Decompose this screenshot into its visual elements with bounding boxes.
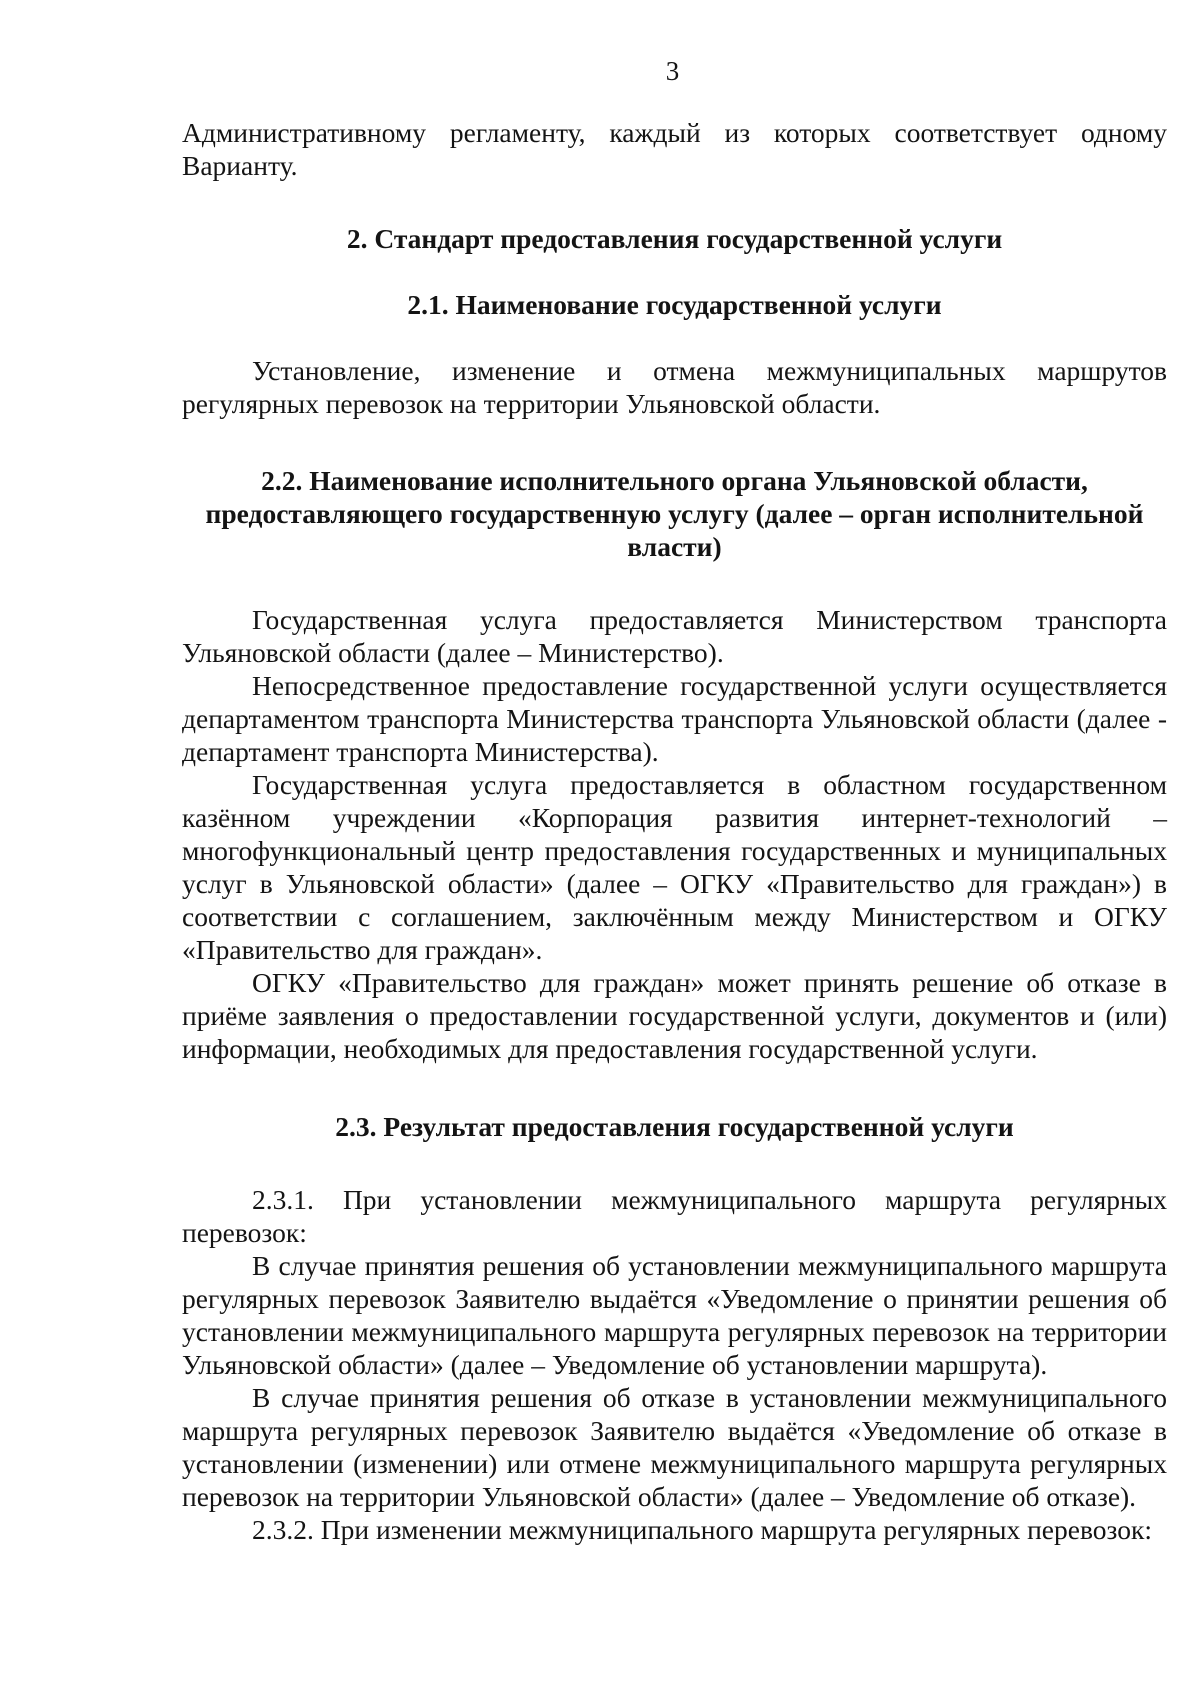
continuation-paragraph: Административному регламенту, каждый из которых соответствует одному Варианту. [182, 117, 1167, 181]
document-body [182, 116, 1167, 1546]
section-heading-2-2: 2.2. Наименование исполнительного органа Ульяновской области, предоставляющего государственную услугу (далее – орган исполнительной власти) [205, 465, 1144, 562]
paragraph-service-name: Установление, изменение и отмена межмуниципальных маршрутов регулярных перевозок на территории Ульяновской области. [182, 355, 1167, 419]
paragraph-establish-notice: В случае принятия решения об установлении межмуниципального маршрута регулярных перевозок Заявителю выдаётся «Уведомление о принятии решения об установлении межмуниципального маршрута регулярных перевозок на территории Ульяновской области» (далее – Уведомление об установлении маршрута). [182, 1250, 1167, 1380]
section-heading-2-1: 2.1. Наименование государственной услуги [407, 289, 942, 320]
paragraph-mfc: Государственная услуга предоставляется в областном государственном казённом учреждении «Корпорация развития интернет-технологий – многофункциональный центр предоставления государственных и муниципальных услуг в Ульяновской области» (далее – ОГКУ «Правительство для граждан») в соответствии с соглашением, заключённым между Министерством и ОГКУ «Правительство для граждан». [182, 769, 1167, 965]
paragraph-refusal-notice: В случае принятия решения об отказе в установлении межмуниципального маршрута регулярных перевозок Заявителю выдаётся «Уведомление об отказе в установлении (изменении) или отмене межмуниципального маршрута регулярных перевозок на территории Ульяновской области» (далее – Уведомление об отказе). [182, 1382, 1167, 1512]
paragraph-department: Непосредственное предоставление государственной услуги осуществляется департаментом транспорта Министерства транспорта Ульяновской области (далее - департамент транспорта Министерства). [182, 670, 1167, 767]
section-heading-2-3: 2.3. Результат предоставления государственной услуги [335, 1111, 1014, 1142]
paragraph-mfc-refusal: ОГКУ «Правительство для граждан» может принять решение об отказе в приёме заявления о предоставлении государственной услуги, документов и (или) информации, необходимых для предоставления государственной услуги. [182, 967, 1167, 1064]
paragraph-2-3-2: 2.3.2. При изменении межмуниципального маршрута регулярных перевозок: [252, 1514, 1152, 1545]
paragraph-ministry: Государственная услуга предоставляется Министерством транспорта Ульяновской области (далее – Министерство). [182, 604, 1167, 668]
paragraph-2-3-1: 2.3.1. При установлении межмуниципального маршрута регулярных перевозок: [182, 1184, 1167, 1248]
section-heading-2: 2. Стандарт предоставления государственной услуги [346, 223, 1003, 254]
page-number: 3 [665, 56, 680, 86]
